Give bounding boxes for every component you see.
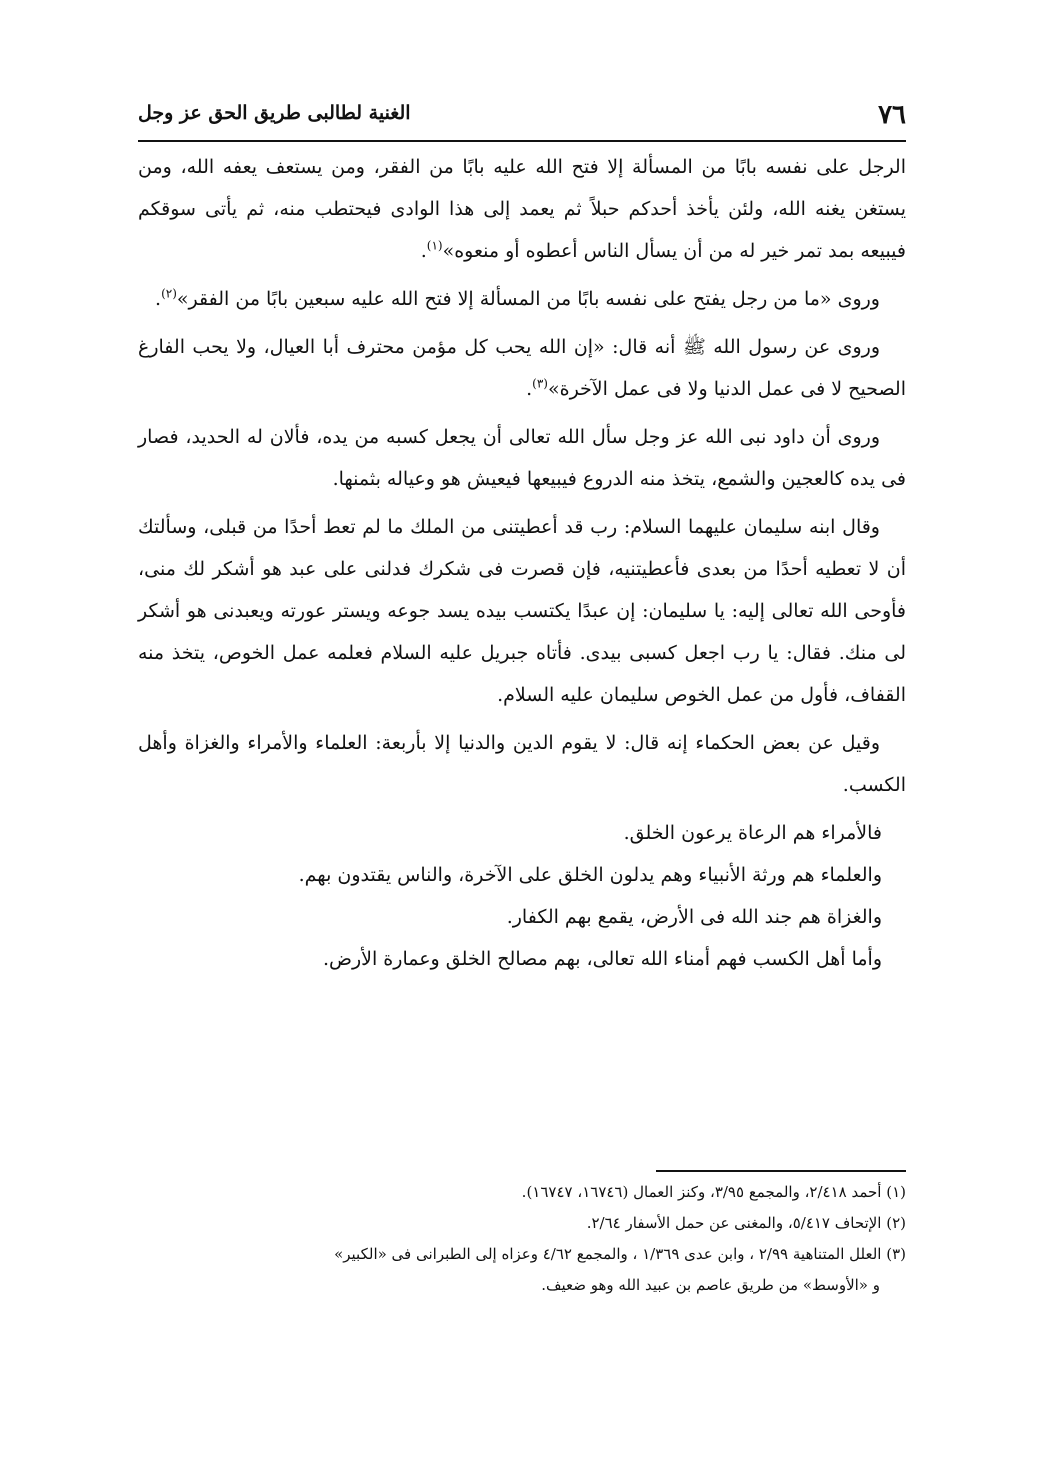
- paragraph-5: وقال ابنه سليمان عليهما السلام: رب قد أعطيتنى من الملك ما لم تعط أحدًا من قبلى، وسألتك أن لا تعطيه أحدًا من بعدى فأعطيتنيه، فإن قصرت فى شكرك فدلنى على عبد هو أشكر لك منى، فأوحى الله تعالى إليه: يا سليمان: إن عبدًا يكتسب بيده يسد جوعه ويستر عورته ويعبدنى هو أشكر لى منك. فقال: يا رب اجعل كسبى بيدى. فأتاه جبريل عليه السلام فعلمه عمل الخوص، يتخذ منه القفاف، فأول من عمل الخوص سليمان عليه السلام.: [138, 516, 906, 706]
- paragraph-1: الرجل على نفسه بابًا من المسألة إلا فتح الله عليه بابًا من الفقر، ومن يستعف يعفه الله، ومن يستغن يغنه الله، ولئن يأخذ أحدكم حبلاً ثم يعمد إلى هذا الوادى فيحتطب منه، ثم يأتى سوقكم فيبيعه بمد تمر خير له من أن يسأل الناس أعطوه أو منعوه»$^{(١)}$.: [138, 156, 906, 262]
- list-item: فالأمراء هم الرعاة يرعون الخلق.: [623, 822, 882, 844]
- list-item: والعلماء هم ورثة الأنبياء وهم يدلون الخلق على الآخرة، والناس يقتدون بهم.: [298, 864, 882, 886]
- paragraph-4: وروى أن داود نبى الله عز وجل سأل الله تعالى أن يجعل كسبه من يده، فألان له الحديد، فصار فى يده كالعجين والشمع، يتخذ منه الدروع فيبيعها فيعيش هو وعياله بثمنها.: [138, 426, 906, 490]
- footnote-rule: [656, 1170, 906, 1172]
- list-item: والغزاة هم جند الله فى الأرض، يقمع بهم الكفار.: [506, 906, 882, 928]
- page-number: ٧٦: [878, 100, 906, 130]
- paragraph-3-text: وروى عن رسول الله ﷺ أنه قال: «إن الله يحب كل مؤمن محترف أبا العيال، ولا يحب الفارغ الصحيح لا فى عمل الدنيا ولا فى عمل الآخرة»: [138, 336, 906, 400]
- footnote-2: (٢) الإتحاف ٥/٤١٧، والمغنى عن حمل الأسفار ٢/٦٤.: [586, 1214, 906, 1232]
- paragraph-2-text: وروى «ما من رجل يفتح على نفسه بابًا من المسألة إلا فتح الله عليه سبعين بابًا من الفقر»: [176, 288, 880, 310]
- footnote-ref-3: (٣): [532, 376, 548, 391]
- paragraph-6: وقيل عن بعض الحكماء إنه قال: لا يقوم الدين والدنيا إلا بأربعة: العلماء والأمراء والغزاة وأهل الكسب.: [138, 732, 906, 796]
- footnote-3-continued: و «الأوسط» من طريق عاصم بن عبيد الله وهو ضعيف.: [541, 1276, 880, 1294]
- footnote-3: (٣) العلل المتناهية ٢/٩٩ ، وابن عدى ١/٣٦٩ ، والمجمع ٤/٦٢ وعزاه إلى الطبرانى فى «الكبير»: [334, 1245, 906, 1263]
- list-item: وأما أهل الكسب فهم أمناء الله تعالى، بهم مصالح الخلق وعمارة الأرض.: [322, 948, 882, 970]
- footnote-ref-1: (١): [426, 238, 443, 253]
- paragraph-2: وروى «ما من رجل يفتح على نفسه بابًا من المسألة إلا فتح الله عليه سبعين بابًا من الفقر»$^{(٢)}$.: [155, 286, 880, 310]
- paragraph-3: وروى عن رسول الله ﷺ أنه قال: «إن الله يحب كل مؤمن محترف أبا العيال، ولا يحب الفارغ الصحيح لا فى عمل الدنيا ولا فى عمل الآخرة»$^{(٣)}$.: [138, 336, 906, 400]
- header-rule: [138, 140, 906, 142]
- running-title: الغنية لطالبى طريق الحق عز وجل: [138, 102, 411, 124]
- page-header: [138, 96, 906, 136]
- footnote-ref-2: (٢): [161, 286, 177, 301]
- paragraph-1-text: الرجل على نفسه بابًا من المسألة إلا فتح الله عليه بابًا من الفقر، ومن يستعف يعفه الله، ومن يستغن يغنه الله، ولئن يأخذ أحدكم حبلاً ثم يعمد إلى هذا الوادى فيحتطب منه، ثم يأتى سوقكم فيبيعه بمد تمر خير له من أن يسأل الناس أعطوه أو منعوه»: [138, 156, 906, 262]
- footnotes: [138, 1178, 906, 1302]
- footnote-1: (١) أحمد ٢/٤١٨، والمجمع ٣/٩٥، وكنز العمال (١٦٧٤٦، ١٦٧٤٧).: [521, 1183, 906, 1201]
- main-text: [138, 146, 906, 980]
